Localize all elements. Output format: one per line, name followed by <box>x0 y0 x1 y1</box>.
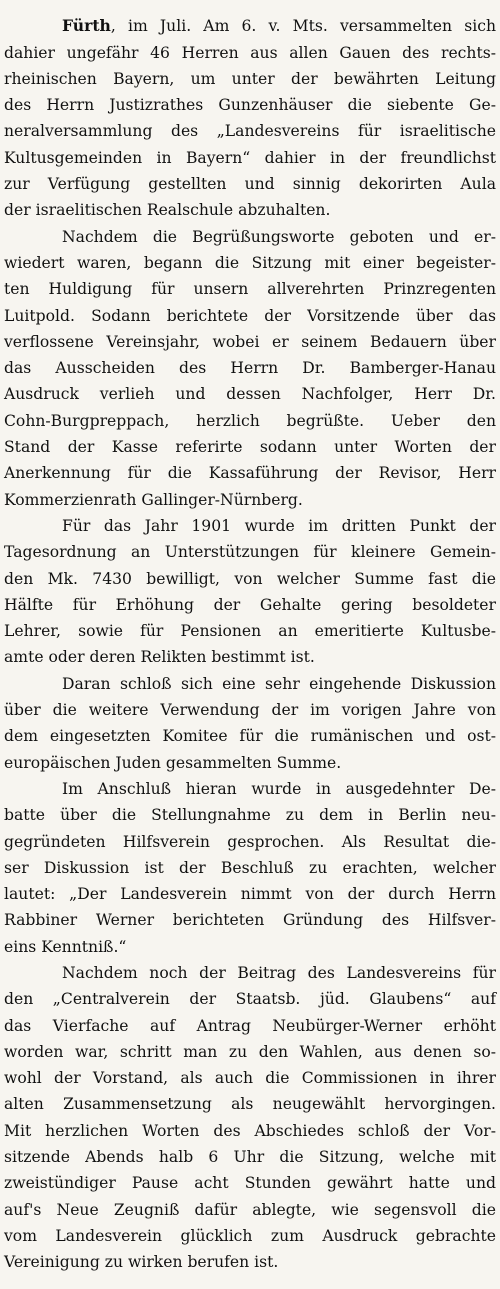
text-line: des Herrn Justizrathes Gunzenhäuser die siebente Ge- <box>4 96 496 115</box>
text-line: Ausdruck verlieh und dessen Nachfolger, Herr Dr. <box>4 385 496 404</box>
text-line <box>4 13 496 39</box>
article-body <box>4 0 496 1276</box>
text-line: Daran schloß sich eine sehr eingehende Diskussion <box>62 674 496 693</box>
text-line: vom Landesverein glücklich zum Ausdruck gebrachte <box>4 1226 496 1245</box>
text-line: Vereinigung zu wirken berufen ist. <box>4 1253 279 1272</box>
text-line: Für das Jahr 1901 wurde im dritten Punkt der <box>62 516 496 535</box>
text-line: Rabbiner Werner berichteten Gründung des Hilfsver- <box>4 911 496 930</box>
text-line: batte über die Stellungnahme zu dem in Berlin neu- <box>4 806 496 825</box>
text-line: auf's Neue Zeugniß dafür ablegte, wie segensvoll die <box>4 1200 496 1219</box>
text-line: sitzende Abends halb 6 Uhr die Sitzung, welche mit <box>4 1148 496 1167</box>
text-line: ten Huldigung für unsern allverehrten Prinzregenten <box>4 280 496 299</box>
text-line: der israelitischen Realschule abzuhalten. <box>4 201 331 220</box>
text-line: Kommerzienrath Gallinger-Nürnberg. <box>4 490 303 509</box>
text-line: Kultusgemeinden in Bayern“ dahier in der freundlichst <box>4 148 496 167</box>
text-line: Tagesordnung an Unterstützungen für kleinere Gemein- <box>4 543 496 562</box>
text-line: Cohn-Burgpreppach, herzlich begrüßte. Ueber den <box>4 411 496 430</box>
text-line: zweistündiger Pause acht Stunden gewährt hatte und <box>4 1174 496 1193</box>
text-line: zur Verfügung gestellten und sinnig dekorirten Aula <box>4 175 496 194</box>
text-line: Nachdem noch der Beitrag des Landesvereins für <box>62 963 496 982</box>
text-line: europäischen Juden gesammelten Summe. <box>4 753 342 772</box>
text-line: eins Kenntniß.“ <box>4 937 127 956</box>
text-line: den „Centralverein der Staatsb. jüd. Glaubens“ auf <box>4 990 496 1009</box>
text-line: den Mk. 7430 bewilligt, von welcher Summe fast die <box>4 569 496 588</box>
text-line: ser Diskussion ist der Beschluß zu erachten, welcher <box>4 858 496 877</box>
text-line: rheinischen Bayern, um unter der bewährten Leitung <box>4 69 496 88</box>
text-line: wohl der Vorstand, als auch die Commissionen in ihrer <box>4 1069 496 1088</box>
text-line: neralversammlung des „Landesvereins für israelitische <box>4 122 496 141</box>
text-line: dahier ungefähr 46 Herren aus allen Gauen des rechts- <box>4 43 496 62</box>
text-line: lautet: „Der Landesverein nimmt von der durch Herrn <box>4 885 496 904</box>
text-line: amte oder deren Relikten bestimmt ist. <box>4 648 315 667</box>
text-line: Stand der Kasse referirte sodann unter Worten der <box>4 438 496 457</box>
text-line: Anerkennung für die Kassaführung der Revisor, Herr <box>4 464 496 483</box>
text-line: wiedert waren, begann die Sitzung mit einer begeister- <box>4 253 496 272</box>
text-line: das Vierfache auf Antrag Neubürger-Werner erhöht <box>4 1016 496 1035</box>
text-line: Nachdem die Begrüßungsworte geboten und er- <box>62 227 496 246</box>
text-line: Im Anschluß hieran wurde in ausgedehnter De- <box>62 779 496 798</box>
text-line: das Ausscheiden des Herrn Dr. Bamberger-Hanau <box>4 359 496 378</box>
text-line: über die weitere Verwendung der im vorigen Jahre von <box>4 701 496 720</box>
dateline-place: Fürth <box>62 16 111 36</box>
text-line: Luitpold. Sodann berichtete der Vorsitzende über das <box>4 306 496 325</box>
text-line: worden war, schritt man zu den Wahlen, aus denen so- <box>4 1042 496 1061</box>
text-line: Lehrer, sowie für Pensionen an emeritierte Kultusbe- <box>4 622 496 641</box>
text-line: Mit herzlichen Worten des Abschiedes schloß der Vor- <box>4 1121 496 1140</box>
text-line: verflossene Vereinsjahr, wobei er seinem Bedauern über <box>4 332 496 351</box>
text-line: dem eingesetzten Komitee für die rumänischen und ost- <box>4 727 496 746</box>
text-line: Hälfte für Erhöhung der Gehalte gering besoldeter <box>4 595 496 614</box>
text-line: alten Zusammensetzung als neugewählt hervorgingen. <box>4 1095 496 1114</box>
text-line: gegründeten Hilfsverein gesprochen. Als Resultat die- <box>4 832 496 851</box>
dateline-rest: , im Juli. Am 6. v. Mts. versammelten sich <box>110 17 496 36</box>
